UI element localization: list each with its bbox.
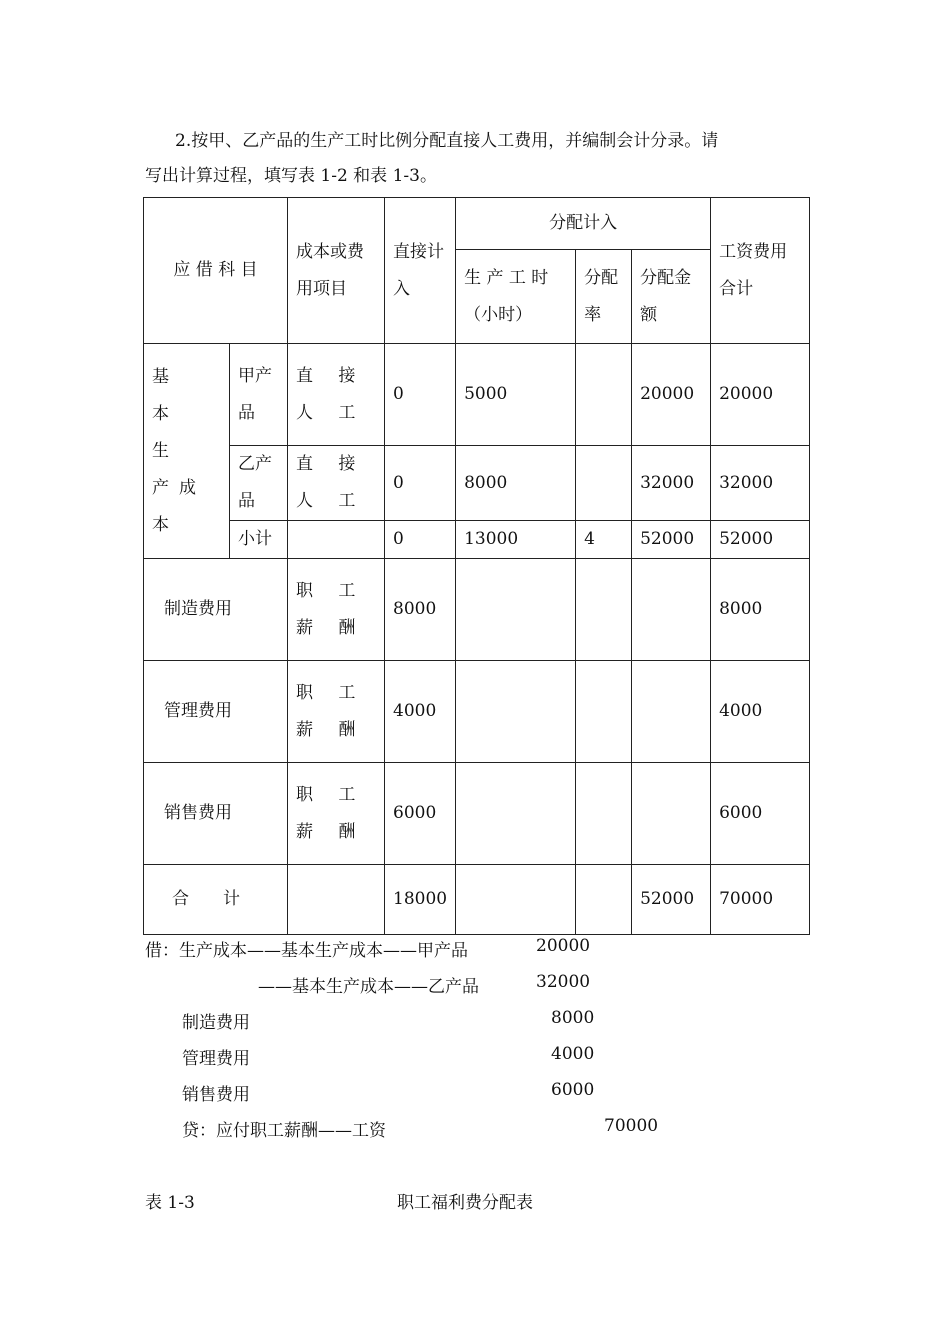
header-rate: 分配率 (576, 250, 632, 344)
next-table-label: 表 1-3 (145, 1193, 195, 1213)
entry-amount: 20000 (536, 936, 591, 956)
table-row (144, 763, 810, 865)
total-cell: 6000 (711, 763, 810, 865)
hours-cell (456, 865, 576, 935)
amount-cell (632, 661, 711, 763)
cost-item: 职 工 薪 酬 (288, 661, 385, 763)
entry-amount: 4000 (551, 1044, 595, 1064)
header-direct: 直接计入 (385, 198, 456, 344)
amount-cell (632, 559, 711, 661)
grand-total-label: 合 计 (144, 865, 288, 935)
product-label: 乙产品 (230, 446, 288, 521)
question-line-2: 写出计算过程，填写表 1-2 和表 1-3。 (145, 166, 437, 186)
rate-cell (576, 763, 632, 865)
table-row (144, 446, 810, 521)
rate-cell (576, 865, 632, 935)
entry-line: 制造费用 (182, 1013, 250, 1033)
account-label: 管理费用 (144, 661, 288, 763)
entry-line-credit: 贷：应付职工薪酬——工资 (182, 1121, 386, 1141)
header-cost-item: 成本或费用项目 (288, 198, 385, 344)
hours-cell (456, 763, 576, 865)
direct-cell: 6000 (385, 763, 456, 865)
total-cell: 8000 (711, 559, 810, 661)
direct-cell: 8000 (385, 559, 456, 661)
subtotal-label: 小计 (230, 521, 288, 559)
amount-cell: 20000 (632, 344, 711, 446)
subtotal-row (144, 521, 810, 559)
rate-cell (576, 446, 632, 521)
hours-cell: 5000 (456, 344, 576, 446)
direct-cell: 4000 (385, 661, 456, 763)
wage-allocation-table (143, 197, 810, 935)
rate-cell (576, 344, 632, 446)
hours-cell: 8000 (456, 446, 576, 521)
table-row (144, 559, 810, 661)
header-amount: 分配金额 (632, 250, 711, 344)
hours-cell (456, 559, 576, 661)
basic-cost-label: 基 本 生 产成本 (144, 344, 230, 559)
entry-amount: 32000 (536, 972, 591, 992)
amount-cell (632, 763, 711, 865)
entry-line-debit: 借：生产成本——基本生产成本——甲产品 (145, 941, 468, 961)
hours-cell: 13000 (456, 521, 576, 559)
next-table-title: 职工福利费分配表 (397, 1193, 533, 1213)
amount-cell: 52000 (632, 865, 711, 935)
cost-item: 职 工 薪 酬 (288, 763, 385, 865)
header-alloc: 分配计入 (456, 198, 711, 250)
total-cell: 52000 (711, 521, 810, 559)
header-total: 工资费用合计 (711, 198, 810, 344)
entry-line: 管理费用 (182, 1049, 250, 1069)
question-line-1: 2.按甲、乙产品的生产工时比例分配直接人工费用，并编制会计分录。请 (175, 131, 719, 151)
total-cell: 20000 (711, 344, 810, 446)
entry-amount: 70000 (604, 1116, 659, 1136)
rate-cell (576, 661, 632, 763)
cost-item (288, 865, 385, 935)
table-row (144, 344, 810, 446)
direct-cell: 0 (385, 446, 456, 521)
rate-cell: 4 (576, 521, 632, 559)
direct-cell: 0 (385, 521, 456, 559)
direct-cell: 18000 (385, 865, 456, 935)
table-row (144, 661, 810, 763)
total-cell: 70000 (711, 865, 810, 935)
account-label: 制造费用 (144, 559, 288, 661)
cost-item (288, 521, 385, 559)
direct-cell: 0 (385, 344, 456, 446)
product-label: 甲产品 (230, 344, 288, 446)
entry-amount: 6000 (551, 1080, 595, 1100)
header-hours: 生 产 工 时（小时） (456, 250, 576, 344)
amount-cell: 32000 (632, 446, 711, 521)
entry-line: 销售费用 (182, 1085, 250, 1105)
total-cell: 32000 (711, 446, 810, 521)
entry-line: ——基本生产成本——乙产品 (258, 977, 479, 997)
cost-item: 职 工 薪 酬 (288, 559, 385, 661)
grand-total-row (144, 865, 810, 935)
amount-cell: 52000 (632, 521, 711, 559)
entry-amount: 8000 (551, 1008, 595, 1028)
cost-item: 直 接 人 工 (288, 344, 385, 446)
cost-item: 直 接 人 工 (288, 446, 385, 521)
rate-cell (576, 559, 632, 661)
header-account: 应 借 科 目 (144, 198, 288, 344)
total-cell: 4000 (711, 661, 810, 763)
question-text (145, 124, 807, 194)
hours-cell (456, 661, 576, 763)
account-label: 销售费用 (144, 763, 288, 865)
